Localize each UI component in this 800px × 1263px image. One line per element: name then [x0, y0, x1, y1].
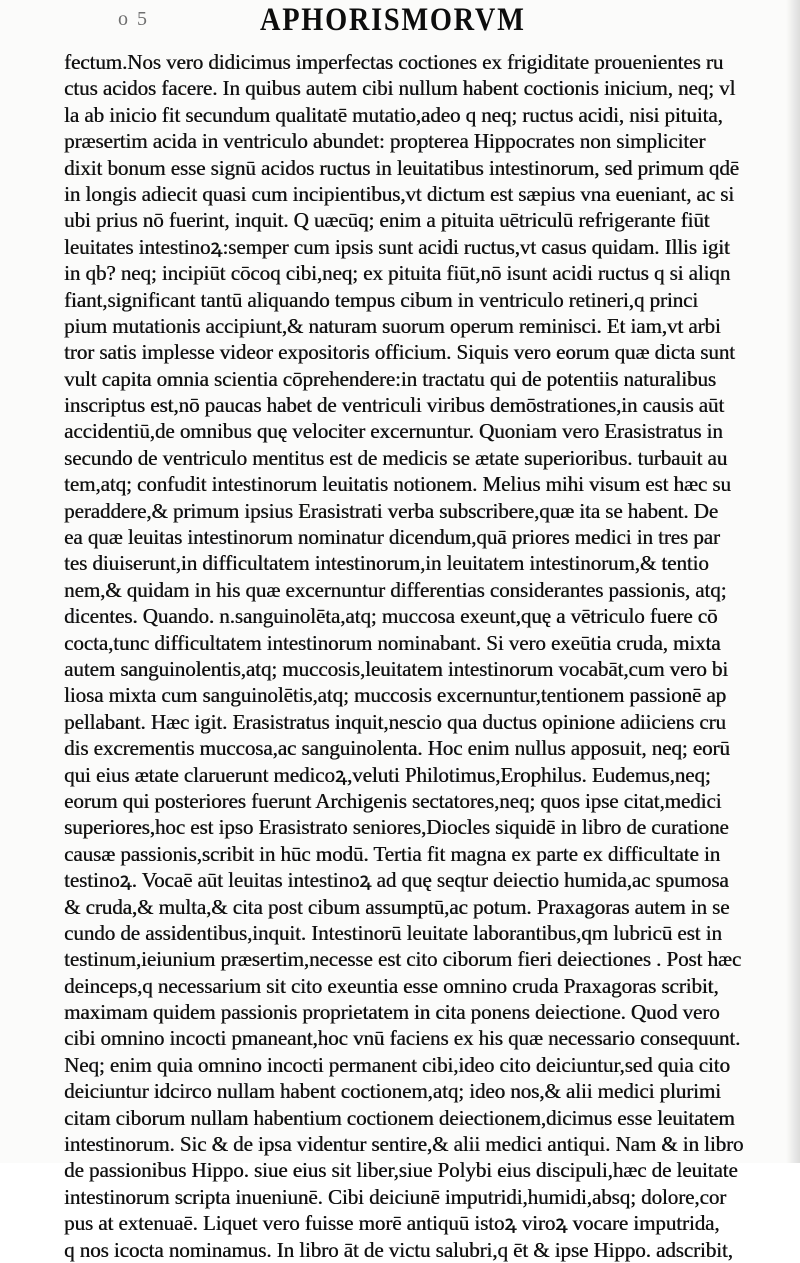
text-line: fectum.Nos vero didicimus imperfectas coctiones ex frigiditate prouenientes ru [64, 50, 724, 74]
page-edge-shadow [786, 0, 800, 1163]
text-line: tes diuiserunt,in difficultatem intestinorum,in leuitatem intestinorum,& tentio [64, 551, 709, 576]
text-line: tem,atq; confudit intestinorum leuitatis notionem. Melius mihi visum est hæc su [64, 472, 731, 497]
body-text [64, 49, 779, 1263]
text-line: leuitates intestinoꝝ:semper cum ipsis sunt acidi ructus,vt casus quidam. Illis igit [64, 234, 730, 259]
text-line: cundo de assidentibus,inquit. Intestinorū leuitate laborantibus,qm lubricū est in [64, 920, 722, 945]
text-line: secundo de ventriculo mentitus est de medicis se ætate superioribus. turbauit au [64, 445, 728, 470]
text-line: dis excrementis muccosa,ac sanguinolenta. Hoc enim nullus apposuit, neq; eorū [64, 736, 730, 761]
text-line: la ab inicio fit secundum qualitatē mutatio,adeo q neq; ructus acidi, nisi pituita, [64, 102, 723, 127]
text-line: accidentiū,de omnibus quę velociter excernuntur. Quoniam vero Erasistratus in [64, 419, 723, 444]
text-line: cibi omnino incocti pmaneant,hoc vnū faciens ex his quæ necessario consequunt. [64, 1026, 741, 1051]
text-line: nem,& quidam in his quæ excernuntur differentias considerantes passionis, atq; [64, 577, 727, 602]
text-line: intestinorum. Sic & de ipsa videntur sentire,& alii medici antiqui. Nam & in libro [64, 1132, 744, 1157]
text-line: causæ passionis,scribit in hūc modū. Tertia fit magna ex parte ex difficultate in [64, 841, 721, 866]
text-line: præsertim acida in ventriculo abundet: propterea Hippocrates non simpliciter [64, 129, 706, 154]
text-line: tror satis implesse videor expositoris officium. Siquis vero eorum quæ dicta sunt [64, 340, 735, 365]
text-line: testinoꝝ. Vocaē aūt leuitas intestinoꝝ ad quę seqtur deiectio humida,ac spumosa [64, 868, 729, 893]
text-line: superiores,hoc est ipso Erasistrato seniores,Diocles siquidē in libro de curatione [64, 815, 729, 840]
text-line: ubi prius nō fuerint, inquit. Q uæcūq; enim a pituita uētriculū refrigerante fiūt [64, 208, 710, 233]
text-line: fiant,significant tantū aliquando tempus cibum in ventriculo retineri,q princi [64, 287, 699, 312]
text-line: pus at extenuaē. Liquet vero fuisse morē antiquū istoꝝ viroꝝ vocare imputrida, [64, 1211, 720, 1236]
text-line: pium mutationis accipiunt,& naturam suorum operum reminisci. Et iam,vt arbi [64, 313, 721, 338]
text-line: ea quæ leuitas intestinorum nominatur dicendum,quā priores medici in tres par [64, 525, 720, 550]
text-line: in qb? neq; incipiūt cōcoq cibi,neq; ex pituita fiūt,nō isunt acidi ructus q si aliqn [64, 261, 731, 286]
text-line: ctus acidos facere. In quibus autem cibi nullum habent coctionis inicium, neq; vl [64, 76, 736, 101]
text-line: intestinorum scripta inueniunē. Cibi deiciunē imputridi,humidi,absq; dolore,cor [64, 1184, 727, 1209]
text-line: deinceps,q necessarium sit cito exeuntia esse omnino cruda Praxagoras scribit, [64, 973, 719, 998]
text-line: de passionibus Hippo. siue eius sit liber,siue Polybi eius discipuli,hæc de leuitate [64, 1158, 738, 1183]
text-line: eorum qui posteriores fuerunt Archigenis sectatores,neq; quos ipse citat,medici [64, 788, 722, 813]
text-line: citam ciborum nullam habentium coctionem deiectionem,dicimus esse leuitatem [64, 1105, 735, 1130]
folio-number: o 5 [118, 8, 149, 30]
text-line: & cruda,& multa,& cita post cibum assumptū,ac potum. Praxagoras autem in se [64, 894, 730, 919]
text-line: autem sanguinolentis,atq; muccosis,leuitatem intestinorum vocabāt,cum vero bi [64, 656, 729, 681]
text-line: liosa mixta cum sanguinolētis,atq; muccosis excernuntur,tentionem passionē ap [64, 683, 727, 708]
text-line: Neq; enim quia omnino incocti permanent cibi,ideo cito deiciuntur,sed quia cito [64, 1052, 730, 1077]
text-line: pellabant. Hæc igit. Erasistratus inquit,nescio qua ductus opinione adiiciens cru [64, 709, 726, 734]
text-line: dixit bonum esse signū acidos ructus in leuitatibus intestinorum, sed primum qdē [64, 155, 739, 180]
text-line: in longis adiecit quasi cum incipientibus,vt dictum est sæpius vna eueniant, ac si [64, 181, 734, 206]
text-line: cocta,tunc difficultatem intestinorum nominabant. Si vero exeūtia cruda, mixta [64, 630, 721, 655]
text-line: qui eius ætate claruerunt medicoꝝ,veluti Philotimus,Erophilus. Eudemus,neq; [64, 762, 711, 787]
text-line: testinum,ieiunium præsertim,necesse est cito ciborum fieri deiectiones . Post hæc [64, 947, 742, 972]
text-line: q nos icocta nominamus. In libro āt de victu salubri,q ēt & ipse Hippo. adscribit, [64, 1237, 733, 1262]
text-line: deiciuntur idcirco nullam habent coctionem,atq; ideo nos,& alii medici plurimi [64, 1079, 721, 1104]
text-line: peraddere,& primum ipsius Erasistrati verba subscribere,quæ ita se habent. De [64, 498, 719, 523]
text-line: maximam quidem passionis proprietatem in cita ponens deiectione. Quod vero [64, 1000, 720, 1025]
running-head: APHORISMORVM [260, 2, 526, 38]
text-line: inscriptus est,nō paucas habet de ventriculi viribus demōstrationes,in causis aūt [64, 393, 725, 418]
text-line: dicentes. Quando. n.sanguinolēta,atq; muccosa exeunt,quę a vētriculo fuere cō [64, 604, 718, 629]
text-line: vult capita omnia scientia cōprehendere:in tractatu qui de potentiis naturalibus [64, 366, 716, 391]
